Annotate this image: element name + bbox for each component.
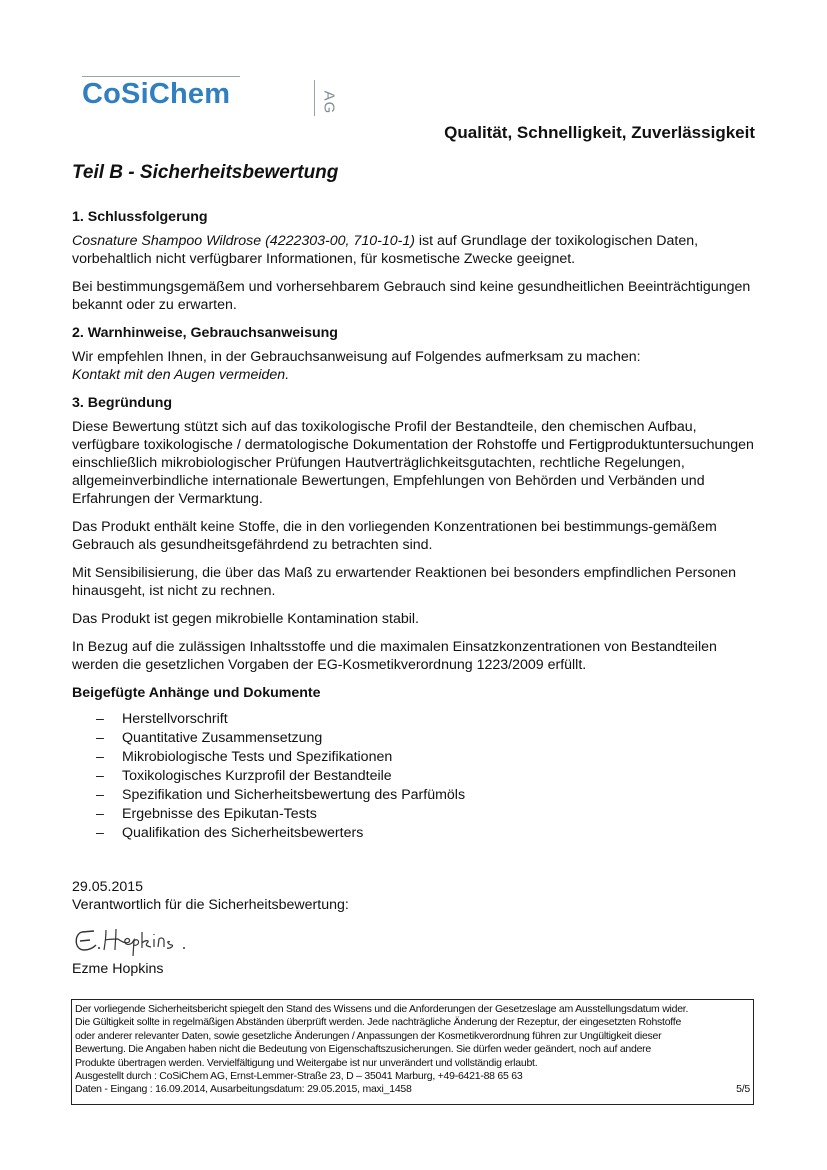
section-conclusion	[72, 208, 762, 314]
dash-bullet: –	[96, 768, 104, 784]
slogan: Qualität, Schnelligkeit, Zuverlässigkeit	[444, 123, 755, 142]
annex-label: Quantitative Zusammensetzung	[122, 730, 323, 746]
list-item	[72, 729, 762, 748]
footer-disclaimer	[71, 999, 754, 1105]
reasoning-paragraph-1: Diese Bewertung stützt sich auf das toxikologische Profil der Bestandteile, den chemischen Aufbau, verfügbare toxikologische / dermatologische Dokumentation der Rohstoffe und Fertigproduktuntersuchungen einschließlich mikrobiologischer Prüfungen Hautverträglichkeitsgutachten, rechtliche Regelungen, allgemeinverbindliche internationale Bewertungen, Empfehlungen von Behörden und Verbänden und Erfahrungen der Vermarktung.	[72, 419, 754, 507]
logo-ag-text: AG	[320, 90, 338, 115]
warnings-paragraph	[72, 348, 762, 384]
signer-name: Ezme Hopkins	[72, 961, 164, 977]
dash-bullet: –	[96, 806, 104, 822]
dash-bullet: –	[96, 711, 104, 727]
section-reasoning	[72, 394, 762, 674]
list-item	[72, 805, 762, 824]
dash-bullet: –	[96, 749, 104, 765]
annex-label: Spezifikation und Sicherheitsbewertung des Parfümöls	[122, 787, 466, 803]
annex-label: Toxikologisches Kurzprofil der Bestandteile	[122, 768, 392, 784]
dash-bullet: –	[96, 825, 104, 841]
handwritten-signature	[72, 924, 212, 958]
reasoning-paragraph-4: Das Produkt ist gegen mikrobielle Kontamination stabil.	[72, 611, 419, 627]
footer-data-line: Daten - Eingang : 16.09.2014, Ausarbeitungsdatum: 29.05.2015, maxi_1458	[75, 1083, 412, 1096]
footer-line: Bewertung. Die Angaben haben nicht die Bedeutung von Eigenschaftszusicherungen. Sie dürfen weder geändert, noch auf andere	[75, 1043, 652, 1056]
document-title: Teil B - Sicherheitsbewertung	[72, 162, 339, 183]
warnings-text: Wir empfehlen Ihnen, in der Gebrauchsanweisung auf Folgendes aufmerksam zu machen:	[72, 349, 641, 365]
list-item	[72, 710, 762, 729]
footer-issuer: Ausgestellt durch : CoSiChem AG, Ernst-Lemmer-Straße 23, D – 35041 Marburg, +49-6421-88 65 63	[75, 1070, 523, 1083]
conclusion-text: ist auf Grundlage der toxikologischen Daten, vorbehaltlich nicht verfügbarer Informationen, für kosmetische Zwecke geeignet.	[72, 233, 699, 267]
footer-line: Produkte übertragen werden. Vervielfältigung und Weitergabe ist nur unverändert und vollständig erlaubt.	[75, 1056, 538, 1069]
annex-label: Ergebnisse des Epikutan-Tests	[122, 806, 317, 822]
section-heading: 3. Begründung	[72, 395, 173, 411]
section-heading: 1. Schlussfolgerung	[72, 209, 208, 225]
list-item	[72, 786, 762, 805]
footer-data-row	[75, 1083, 750, 1096]
product-name: Cosnature Shampoo Wildrose (4222303-00, 710-10-1)	[72, 233, 415, 249]
annex-label: Mikrobiologische Tests und Spezifikationen	[122, 749, 393, 765]
logo-rule	[82, 76, 240, 77]
footer-line: Die Gültigkeit sollte in regelmäßigen Abständen überprüft werden. Jede nachträgliche Änderung der Rezeptur, der eingesetzten Rohstoffe	[75, 1016, 682, 1029]
reasoning-paragraph-5: In Bezug auf die zulässigen Inhaltsstoffe und die maximalen Einsatzkonzentrationen von Bestandteilen werden die gesetzlichen Vorgaben der EG-Kosmetikverordnung 1223/2009 erfüllt.	[72, 639, 717, 673]
signoff-responsible: Verantwortlich für die Sicherheitsbewertung:	[72, 897, 349, 913]
document-body	[72, 208, 762, 853]
signature-image	[72, 924, 212, 958]
warning-instruction: Kontakt mit den Augen vermeiden.	[72, 367, 290, 383]
reasoning-paragraph-3: Mit Sensibilisierung, die über das Maß zu erwartender Reaktionen bei besonders empfindlichen Personen hinausgeht, ist nicht zu rechnen.	[72, 565, 737, 599]
list-item	[72, 767, 762, 786]
footer-line: oder anderer relevanter Daten, sowie gesetzliche Änderungen / Anpassungen der Kosmetikverordnung führen zur Ungültigkeit dieser	[75, 1029, 662, 1042]
conclusion-paragraph-2: Bei bestimmungsgemäßem und vorhersehbarem Gebrauch sind keine gesundheitlichen Beeinträchtigungen bekannt oder zu erwarten.	[72, 279, 751, 313]
signoff-block	[72, 878, 349, 914]
list-item	[72, 824, 762, 843]
section-warnings	[72, 324, 762, 384]
signoff-date: 29.05.2015	[72, 879, 144, 895]
section-heading: 2. Warnhinweise, Gebrauchsanweisung	[72, 325, 338, 341]
list-item	[72, 748, 762, 767]
page-number: 5/5	[736, 1083, 750, 1096]
section-heading: Beigefügte Anhänge und Dokumente	[72, 685, 321, 701]
conclusion-paragraph-1	[72, 232, 762, 268]
dash-bullet: –	[96, 787, 104, 803]
section-annexes	[72, 684, 762, 843]
logo-wordmark: CoSiChem	[82, 78, 231, 110]
dash-bullet: –	[96, 730, 104, 746]
annex-list	[72, 710, 762, 843]
annex-label: Herstellvorschrift	[122, 711, 228, 727]
logo-ag-mark	[314, 80, 339, 116]
reasoning-paragraph-2: Das Produkt enthält keine Stoffe, die in den vorliegenden Konzentrationen bei bestimmungs-gemäßem Gebrauch als gesundheitsgefährdend zu betrachten sind.	[72, 519, 717, 553]
footer-line: Der vorliegende Sicherheitsbericht spiegelt den Stand des Wissens und die Anforderungen der Gesetzeslage am Ausstellungsdatum wider.	[75, 1003, 689, 1015]
annex-label: Qualifikation des Sicherheitsbewerters	[122, 825, 364, 841]
